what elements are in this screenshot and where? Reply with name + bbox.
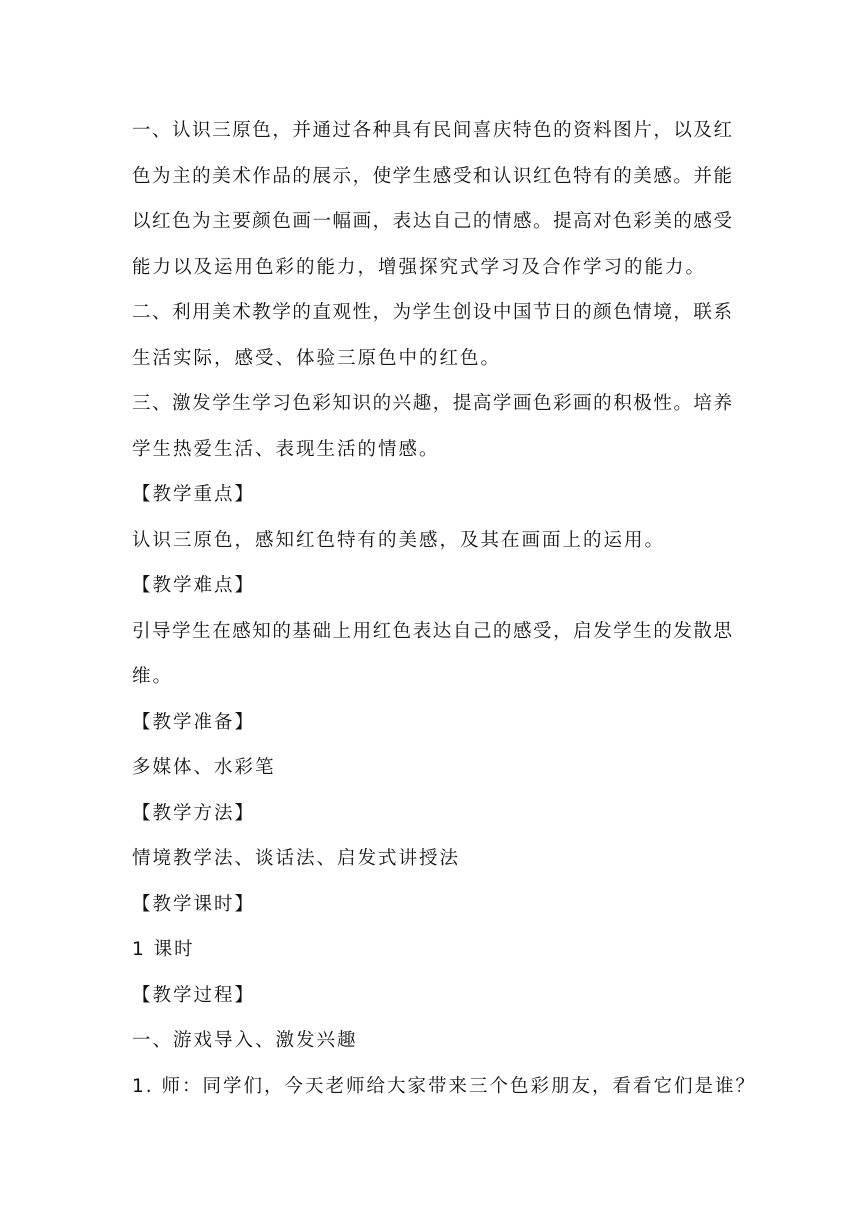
section-heading: 【教学过程】 (132, 984, 256, 1006)
section-heading: 【教学方法】 (132, 802, 256, 824)
paragraph-line: 1 课时 (132, 939, 195, 960)
paragraph-line: 多媒体、水彩笔 (132, 757, 276, 778)
paragraph-line: 以红色为主要颜色画一幅画，表达自己的情感。提高对色彩美的感受 (132, 211, 732, 232)
paragraph-line: 一、认识三原色，并通过各种具有民间喜庆特色的资料图片，以及红 (132, 120, 732, 141)
paragraph-line: 1. 师：同学们，今天老师给大家带来三个色彩朋友，看看它们是谁？ (132, 1075, 757, 1097)
paragraph-line: 维。 (132, 666, 174, 687)
paragraph-line: 引导学生在感知的基础上用红色表达自己的感受，启发学生的发散思 (132, 620, 732, 642)
paragraph-line: 情境教学法、谈话法、启发式讲授法 (132, 848, 461, 869)
section-heading: 【教学重点】 (132, 484, 256, 505)
section-heading: 【教学课时】 (132, 893, 256, 915)
paragraph-line: 二、利用美术教学的直观性，为学生创设中国节日的颜色情境，联系 (132, 302, 732, 323)
section-heading: 【教学准备】 (132, 711, 256, 733)
paragraph-line: 三、激发学生学习色彩知识的兴趣，提高学画色彩画的积极性。培养 (132, 393, 732, 414)
document-body (132, 108, 757, 1109)
paragraph-line: 认识三原色，感知红色特有的美感，及其在画面上的运用。 (132, 529, 666, 551)
paragraph-line: 生活实际，感受、体验三原色中的红色。 (132, 347, 502, 369)
paragraph-line: 色为主的美术作品的展示，使学生感受和认识红色特有的美感。并能 (132, 165, 732, 187)
paragraph-line: 学生热爱生活、表现生活的情感。 (132, 438, 440, 460)
paragraph-line: 一、游戏导入、激发兴趣 (132, 1030, 358, 1051)
section-heading: 【教学难点】 (132, 575, 256, 596)
paragraph-line: 能力以及运用色彩的能力，增强探究式学习及合作学习的能力。 (132, 256, 707, 278)
